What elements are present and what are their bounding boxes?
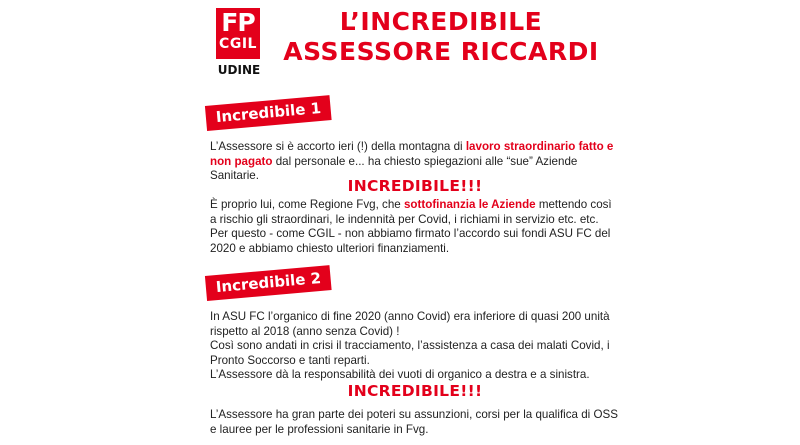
section-2-paragraph-2: L’Assessore ha gran parte dei poteri su assunzioni, corsi per la qualifica di OSS e lauree per le professioni sanitarie in Fvg. (210, 408, 618, 436)
logo-fp-text: FP (221, 8, 255, 37)
text: In ASU FC l’organico di fine 2020 (anno Covid) era inferiore di quasi 200 unità rispetto al 2018 (anno senza Covid) ! (210, 310, 610, 338)
headline-line-2: ASSESSORE RICCARDI (283, 37, 599, 66)
logo-city: UDINE (217, 63, 261, 77)
headline-line-1: L’INCREDIBILE (339, 7, 543, 36)
headline (276, 7, 606, 67)
fp-cgil-logo (216, 8, 260, 59)
highlight-text: lavoro straordinario fatto e non pagato (210, 140, 614, 168)
section-2-paragraph-1 (210, 310, 620, 383)
section-1-tag: Incredibile 1 (205, 95, 332, 131)
logo-cgil-text: CGIL (219, 36, 257, 52)
text: L’Assessore dà la responsabilità dei vuoti di organico a destra e a sinistra. (210, 368, 590, 381)
section-2-tag: Incredibile 2 (205, 265, 332, 301)
text: L’Assessore si è accorto ieri (!) della montagna di (210, 140, 466, 153)
text: Così sono andati in crisi il tracciamento, l’assistenza a casa dei malati Covid, i Pronto Soccorso e tanti reparti. (210, 339, 610, 367)
text: dal personale e... ha chiesto spiegazioni alle “sue” Aziende Sanitarie. (210, 154, 578, 182)
section-2-exclaim: INCREDIBILE!!! (347, 382, 483, 400)
text: mettendo così a rischio gli straordinari, le indennità per Covid, i richiami in servizio etc. etc. (210, 198, 612, 226)
section-1-exclaim: INCREDIBILE!!! (347, 177, 483, 195)
section-1-paragraph-2 (210, 198, 620, 256)
text: È proprio lui, come Regione Fvg, che (210, 198, 404, 211)
text: Per questo - come CGIL - non abbiamo firmato l’accordo sui fondi ASU FC del 2020 e abbiamo chiesto ulteriori finanziamenti. (210, 227, 611, 255)
highlight-text: sottofinanzia le Aziende (403, 198, 536, 211)
